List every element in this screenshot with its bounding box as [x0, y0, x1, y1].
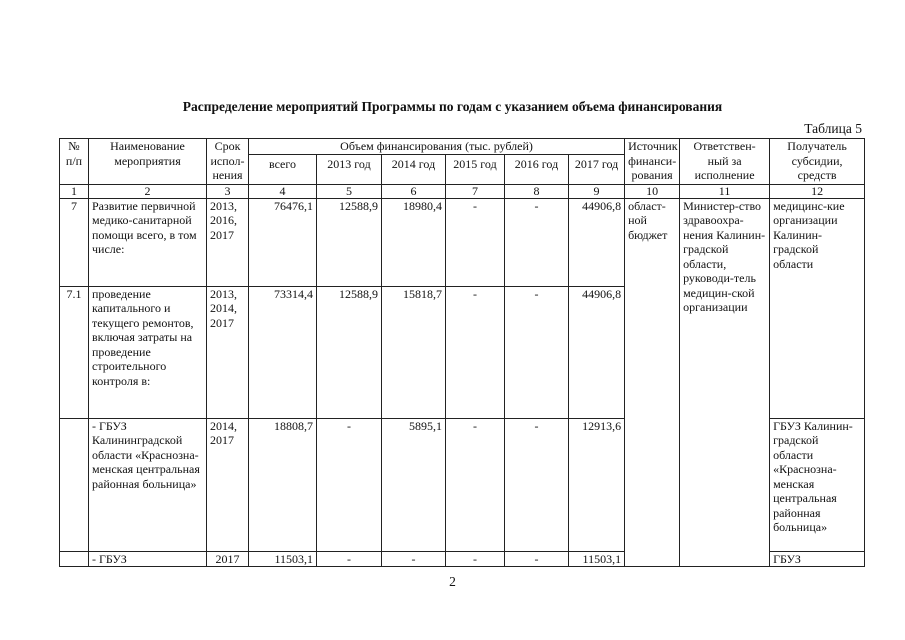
row-num: 7 — [60, 198, 89, 286]
row-2016: - — [505, 418, 569, 551]
page-number: 2 — [449, 574, 456, 589]
row-num — [60, 551, 89, 567]
row-2014: 18980,4 — [382, 198, 446, 286]
row-2013: - — [317, 551, 382, 567]
col-num: 3 — [207, 184, 249, 198]
row-2014: 5895,1 — [382, 418, 446, 551]
col-num: 10 — [625, 184, 680, 198]
row-2014: - — [382, 551, 446, 567]
row-2017: 12913,6 — [569, 418, 625, 551]
col-num: 11 — [680, 184, 770, 198]
row-name: Развитие первичной медико-санитарной помощи всего, в том числе: — [89, 198, 207, 286]
col-num: 2 — [89, 184, 207, 198]
row-term: 2017 — [207, 551, 249, 567]
recipient-cell: медицинс-кие организации Калинин-градской области — [770, 198, 865, 418]
header-2013: 2013 год — [317, 154, 382, 184]
recipient-cell: ГБУЗ Калинин-градской области «Краснозна-менская центральная районная больница» — [770, 418, 865, 551]
row-num — [60, 418, 89, 551]
row-total: 76476,1 — [249, 198, 317, 286]
col-num: 7 — [446, 184, 505, 198]
table-label: Таблица 5 — [804, 121, 862, 136]
row-name: - ГБУЗ — [89, 551, 207, 567]
table-row — [60, 198, 865, 286]
header-2014: 2014 год — [382, 154, 446, 184]
row-term: 2014, 2017 — [207, 418, 249, 551]
col-num: 5 — [317, 184, 382, 198]
row-2017: 44906,8 — [569, 198, 625, 286]
row-term: 2013, 2014, 2017 — [207, 286, 249, 418]
row-2015: - — [446, 198, 505, 286]
col-num: 1 — [60, 184, 89, 198]
financing-table — [59, 138, 865, 567]
header-recipient: Получатель субсидии, средств — [770, 139, 865, 185]
header-2016: 2016 год — [505, 154, 569, 184]
row-2016: - — [505, 198, 569, 286]
row-term: 2013, 2016, 2017 — [207, 198, 249, 286]
row-total: 11503,1 — [249, 551, 317, 567]
page-title: Распределение мероприятий Программы по годам с указанием объема финансирования — [182, 99, 723, 114]
col-num: 4 — [249, 184, 317, 198]
responsible-cell: Министер-ство здравоохра-нения Калинин-градской области, руководи-тель медицин-ской организации — [680, 198, 770, 567]
header-financing: Объем финансирования (тыс. рублей) — [249, 139, 625, 155]
recipient-cell: ГБУЗ — [770, 551, 865, 567]
row-name: проведение капитального и текущего ремонтов, включая затраты на проведение строительного контроля в: — [89, 286, 207, 418]
col-num: 12 — [770, 184, 865, 198]
row-2014: 15818,7 — [382, 286, 446, 418]
row-2015: - — [446, 286, 505, 418]
row-2016: - — [505, 286, 569, 418]
row-2016: - — [505, 551, 569, 567]
header-responsible: Ответствен-ный за исполнение — [680, 139, 770, 185]
source-cell: област-ной бюджет — [625, 198, 680, 567]
col-num: 8 — [505, 184, 569, 198]
header-num: № п/п — [60, 139, 89, 185]
header-name: Наименование мероприятия — [89, 139, 207, 185]
row-name: - ГБУЗ Калининградской области «Краснозна-менская центральная районная больница» — [89, 418, 207, 551]
row-total: 73314,4 — [249, 286, 317, 418]
row-num: 7.1 — [60, 286, 89, 418]
row-2015: - — [446, 551, 505, 567]
row-2017: 44906,8 — [569, 286, 625, 418]
header-term: Срок испол-нения — [207, 139, 249, 185]
col-num: 6 — [382, 184, 446, 198]
row-2013: - — [317, 418, 382, 551]
header-2017: 2017 год — [569, 154, 625, 184]
row-2015: - — [446, 418, 505, 551]
header-2015: 2015 год — [446, 154, 505, 184]
header-source: Источник финанси-рования — [625, 139, 680, 185]
row-2013: 12588,9 — [317, 286, 382, 418]
header-total: всего — [249, 154, 317, 184]
row-total: 18808,7 — [249, 418, 317, 551]
row-2013: 12588,9 — [317, 198, 382, 286]
col-num: 9 — [569, 184, 625, 198]
row-2017: 11503,1 — [569, 551, 625, 567]
